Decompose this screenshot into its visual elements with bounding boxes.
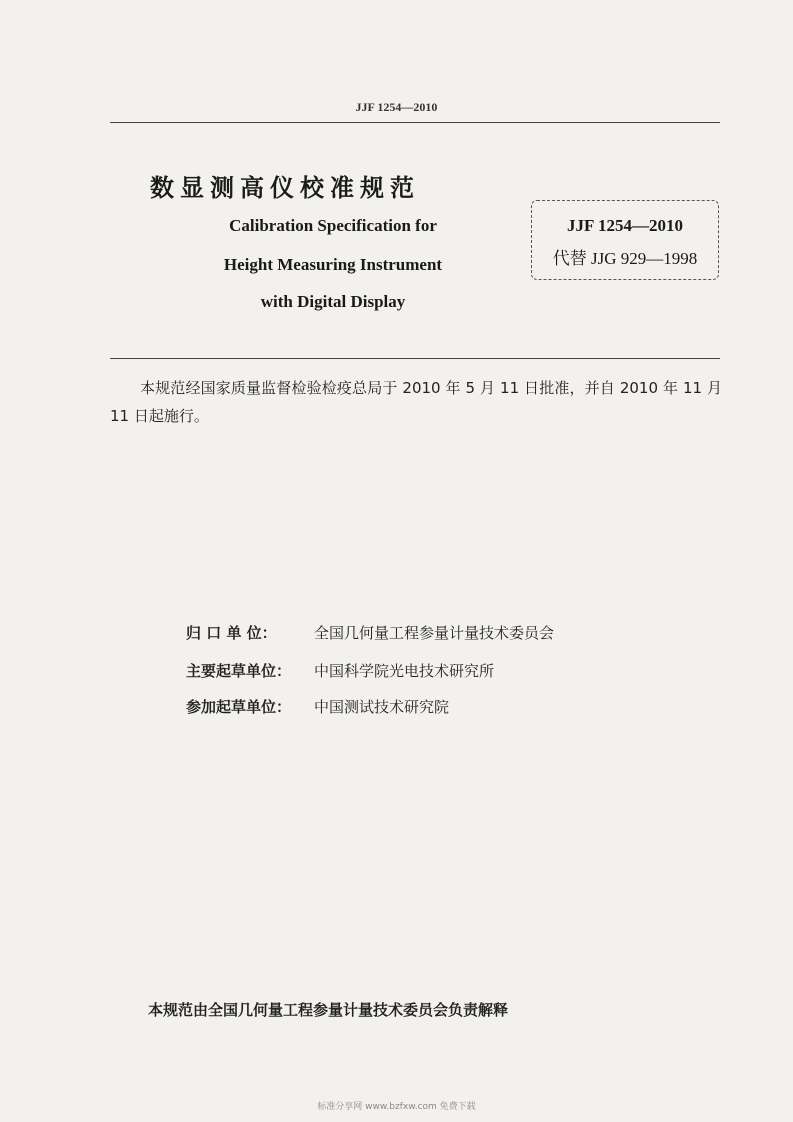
- unit-label: 主要起草单位：: [186, 662, 292, 680]
- unit-row-participating-drafter: [186, 696, 449, 717]
- middle-rule: [110, 358, 720, 359]
- unit-label: 参加起草单位：: [186, 698, 292, 716]
- unit-value: 中国测试技术研究院: [314, 698, 450, 716]
- interpretation-note: 本规范由全国几何量工程参量计量技术委员会负责解释: [148, 1001, 509, 1019]
- footer-watermark: 标准分享网 www.bzfxw.com 免费下载: [317, 1102, 476, 1112]
- top-rule: [110, 122, 720, 123]
- title-chinese: 数显测高仪校准规范: [150, 174, 420, 202]
- header-code: JJF 1254—2010: [355, 100, 438, 114]
- title-english-line-1: Calibration Specification for: [229, 216, 437, 235]
- unit-row-responsible: [186, 622, 554, 643]
- approval-text: 本规范经国家质量监督检验检疫总局于 2010 年 5 月 11 日批准，并自 2010 年 11 月 11 日起施行。: [110, 379, 722, 425]
- unit-value: 中国科学院光电技术研究所: [314, 662, 495, 680]
- replaces-code: 代替 JJG 929—1998: [552, 249, 698, 268]
- standard-code: JJF 1254—2010: [566, 216, 683, 235]
- unit-row-main-drafter: [186, 660, 494, 681]
- unit-value: 全国几何量工程参量计量技术委员会: [314, 624, 555, 642]
- unit-label: 归 口 单 位：: [186, 624, 277, 642]
- title-english-line-2: Height Measuring Instrument: [223, 255, 443, 274]
- title-english-line-3: with Digital Display: [260, 292, 406, 311]
